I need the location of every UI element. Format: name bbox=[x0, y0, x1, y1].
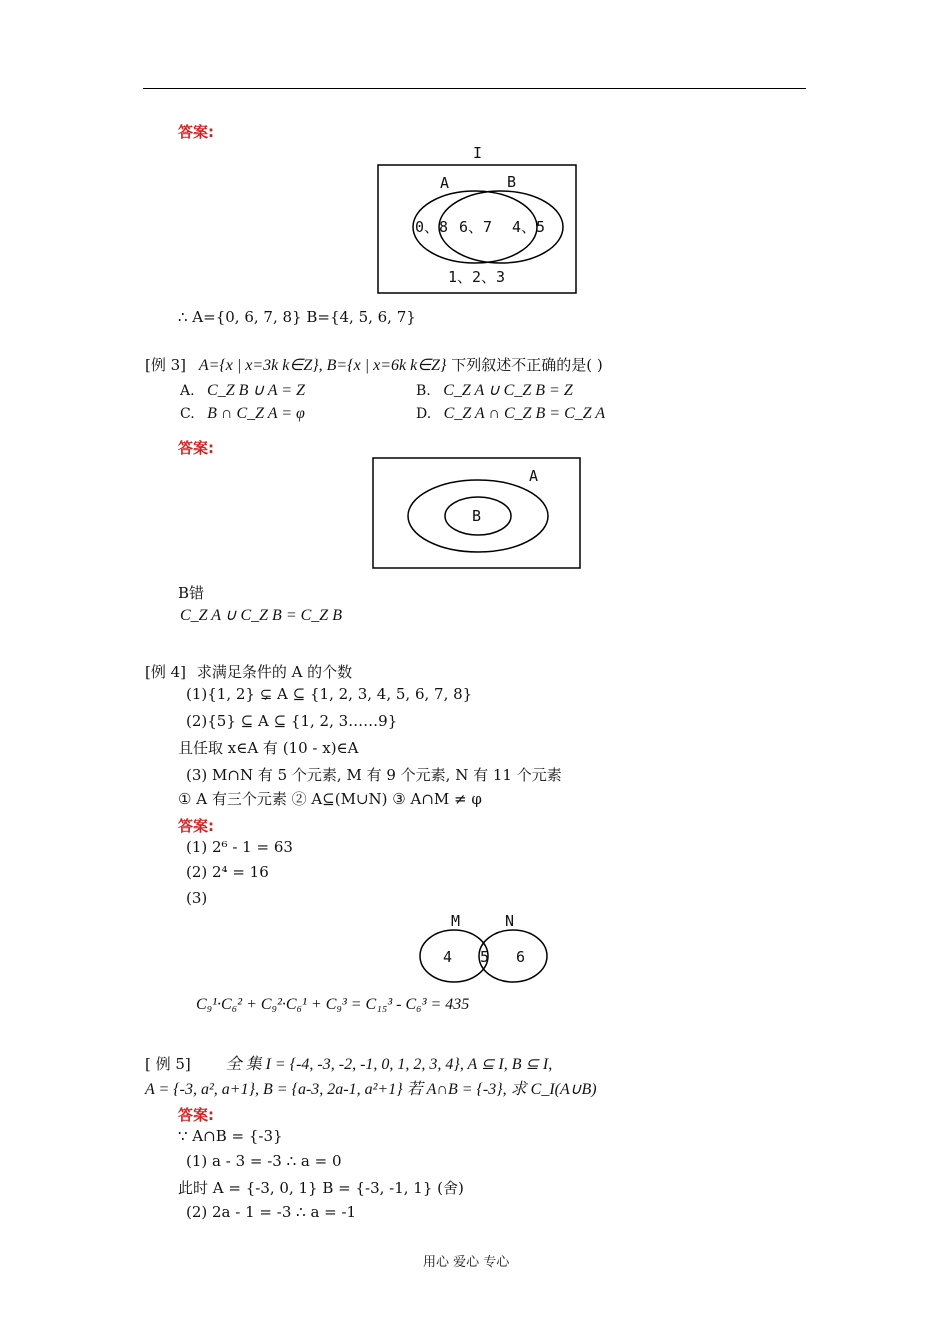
ex3-line bbox=[145, 354, 603, 375]
venn1-result: ∴ A={0, 6, 7, 8} B={4, 5, 6, 7} bbox=[178, 308, 416, 326]
ex3-option-b: B. C_Z A ∪ C_Z B = Z bbox=[416, 382, 573, 399]
ex3-stem-math: A={x | x=3k k∈Z}, B={x | x=6k k∈Z} bbox=[198, 357, 447, 374]
venn1-only-b: 4、5 bbox=[512, 218, 546, 236]
ex3-prefix: [例 3] bbox=[145, 356, 187, 374]
subset-outer-label: A bbox=[529, 467, 539, 485]
ex4-prefix: [例 4] bbox=[145, 663, 187, 681]
subset-diagram bbox=[370, 455, 585, 573]
venn-mn-m-label: M bbox=[451, 912, 461, 930]
ex4-answer-2: (2) 2⁴ = 16 bbox=[186, 863, 269, 881]
ex4-line bbox=[145, 661, 352, 682]
ex5-line-1-text: 全 集 I = {-4, -3, -2, -1, 0, 1, 2, 3, 4}, A ⊆ I, B ⊆ I, bbox=[225, 1056, 553, 1073]
ex3-option-d: D. C_Z A ∩ C_Z B = C_Z A bbox=[416, 405, 606, 422]
venn-mn-n-label: N bbox=[505, 912, 515, 930]
ex5-sol-3: 此时 A = {-3, 0, 1} B = {-3, -1, 1} (舍) bbox=[178, 1179, 464, 1197]
venn-diagram-mn bbox=[410, 906, 560, 986]
ex4-formula: C₉¹·C₆² + C₉²·C₆¹ + C₉³ = C₁₅³ - C₆³ = 435 bbox=[196, 996, 470, 1013]
answer-label-3: 答案: bbox=[178, 817, 214, 835]
venn-diagram-1 bbox=[370, 140, 585, 300]
answer-label-2: 答案: bbox=[178, 439, 214, 457]
answer-label-4: 答案: bbox=[178, 1106, 214, 1124]
ex3-option-a: A. C_Z B ∪ A = Z bbox=[180, 382, 305, 399]
venn1-only-a: 0、8 bbox=[415, 218, 449, 236]
ex5-sol-2: (1) a - 3 = -3 ∴ a = 0 bbox=[186, 1152, 342, 1170]
ex5-line-2: A = {-3, a², a+1}, B = {a-3, 2a-1, a²+1} 若 A∩B = {-3}, 求 C_I(A∪B) bbox=[145, 1081, 597, 1098]
subset-inner-label: B bbox=[472, 507, 482, 525]
ex5-sol-4: (2) 2a - 1 = -3 ∴ a = -1 bbox=[186, 1203, 357, 1221]
ex3-conclusion: B错 bbox=[178, 584, 205, 602]
venn-mn-both: 5 bbox=[480, 948, 490, 966]
venn1-set-a-label: A bbox=[440, 174, 450, 192]
ex4-item-3: (3) M∩N 有 5 个元素, M 有 9 个元素, N 有 11 个元素 bbox=[186, 766, 562, 784]
ex3-stem-text: 下列叙述不正确的是( ) bbox=[451, 356, 603, 374]
page-footer: 用心 爱心 专心 bbox=[423, 1255, 510, 1270]
ex4-answer-3: (3) bbox=[186, 889, 208, 907]
venn-mn-only-n: 6 bbox=[516, 948, 526, 966]
ex5-line-1 bbox=[145, 1051, 552, 1074]
ex4-item-2: (2){5} ⊆ A ⊆ {1, 2, 3……9} bbox=[186, 712, 398, 730]
venn1-outside: 1、2、3 bbox=[448, 268, 506, 286]
answer-label-1: 答案: bbox=[178, 123, 214, 141]
venn1-set-b-label: B bbox=[507, 173, 517, 191]
ex4-stem: 求满足条件的 A 的个数 bbox=[196, 663, 353, 681]
ex5-prefix: [ 例 5] bbox=[145, 1055, 191, 1073]
venn-mn-only-m: 4 bbox=[443, 948, 453, 966]
venn1-universe-label: I bbox=[473, 144, 483, 162]
ex3-correction: C_Z A ∪ C_Z B = C_Z B bbox=[180, 607, 342, 624]
header-rule bbox=[143, 88, 806, 89]
ex4-answer-1: (1) 2⁶ - 1 = 63 bbox=[186, 838, 293, 856]
venn1-both: 6、7 bbox=[459, 218, 493, 236]
ex4-item-1: (1){1, 2} ⊊ A ⊆ {1, 2, 3, 4, 5, 6, 7, 8} bbox=[186, 685, 473, 703]
ex4-item-3-conds: ① A 有三个元素 ② A⊆(M∪N) ③ A∩M ≠ φ bbox=[178, 790, 482, 808]
ex3-option-c: C. B ∩ C_Z A = φ bbox=[180, 405, 305, 422]
ex5-sol-1: ∵ A∩B = {-3} bbox=[178, 1127, 283, 1145]
ex4-item-2-cond: 且任取 x∈A 有 (10 - x)∈A bbox=[178, 739, 359, 757]
